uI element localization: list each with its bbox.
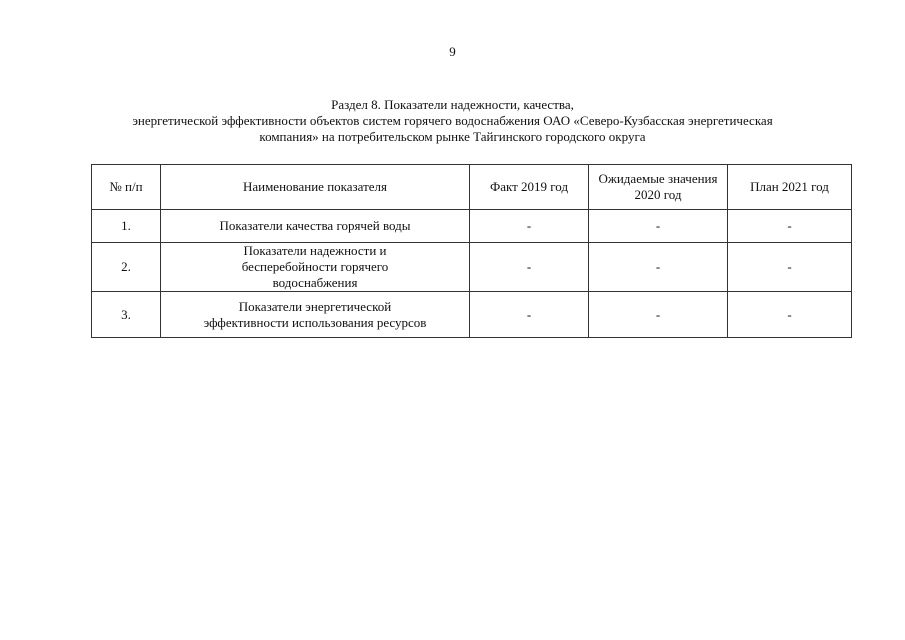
indicators-table — [91, 164, 852, 338]
cell: - — [470, 292, 589, 338]
header-fact-2019: Факт 2019 год — [470, 165, 589, 210]
cell: - — [728, 292, 852, 338]
table-row — [92, 292, 852, 338]
title-line: энергетической эффективности объектов систем горячего водоснабжения ОАО «Северо-Кузбасская энергетическая — [132, 113, 773, 128]
title-line: Раздел 8. Показатели надежности, качества, — [331, 97, 574, 112]
header-plan-2021: План 2021 год — [728, 165, 852, 210]
table-row — [92, 243, 852, 292]
cell: 1. — [92, 210, 161, 243]
header-name: Наименование показателя — [161, 165, 470, 210]
cell: - — [589, 210, 728, 243]
cell: - — [728, 210, 852, 243]
section-title — [60, 97, 845, 145]
table-header — [92, 165, 852, 210]
cell: - — [470, 243, 589, 292]
header-number: № п/п — [92, 165, 161, 210]
title-line: компания» на потребительском рынке Тайгинского городского округа — [259, 129, 646, 144]
cell: - — [728, 243, 852, 292]
cell: - — [470, 210, 589, 243]
cell: Показатели качества горячей воды — [161, 210, 470, 243]
cell: 2. — [92, 243, 161, 292]
cell: Показатели надежности и бесперебойности горячего водоснабжения — [161, 243, 470, 292]
table-row — [92, 210, 852, 243]
cell: Показатели энергетической эффективности использования ресурсов — [161, 292, 470, 338]
cell: - — [589, 243, 728, 292]
cell: 3. — [92, 292, 161, 338]
cell: - — [589, 292, 728, 338]
header-expected-2020: Ожидаемые значения 2020 год — [589, 165, 728, 210]
page-number: 9 — [449, 44, 456, 59]
